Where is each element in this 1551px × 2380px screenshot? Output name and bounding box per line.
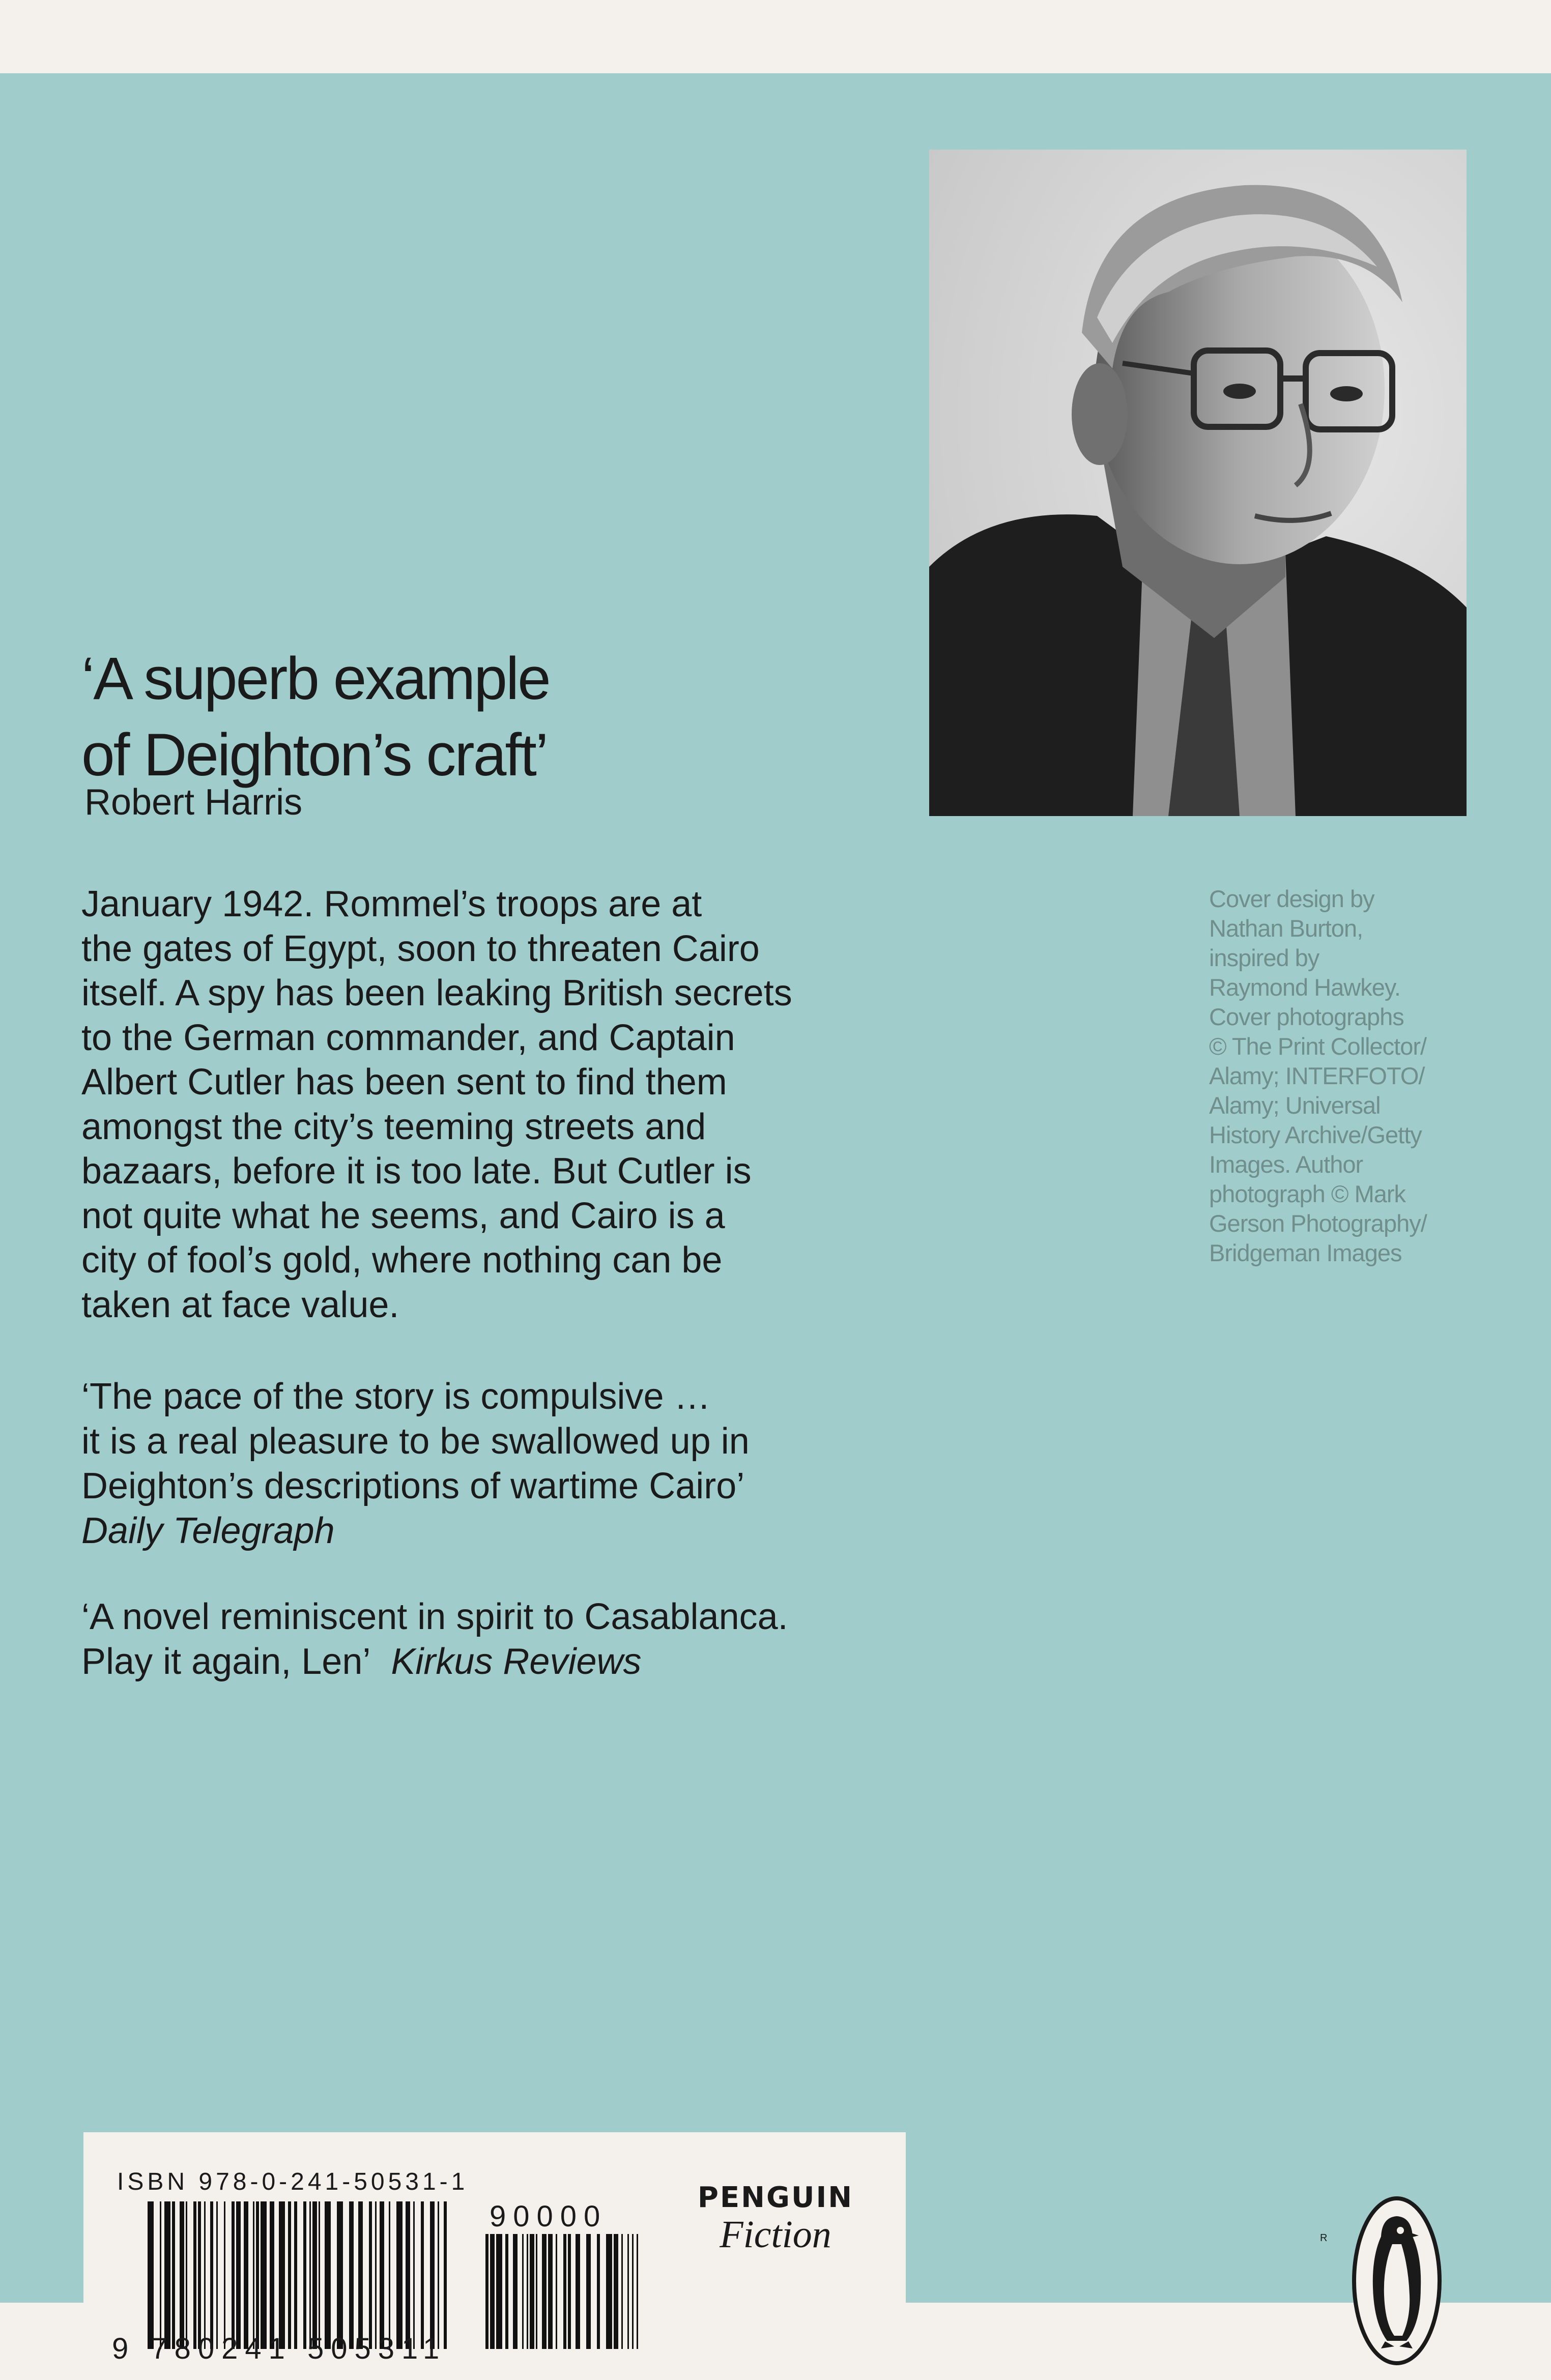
publisher-brand (689, 2181, 862, 2255)
blurb-line: bazaars, before it is too late. But Cutler is (81, 1151, 752, 1192)
headline-attribution: Robert Harris (84, 782, 303, 823)
price-addon-barcode (485, 2234, 638, 2349)
blurb-line: amongst the city’s teeming streets and (81, 1106, 706, 1147)
credits-line: Images. Author (1209, 1151, 1363, 1178)
barcode-bar (576, 2234, 580, 2349)
barcode-bar (288, 2201, 291, 2349)
barcode-bar (542, 2234, 547, 2349)
barcode-bar (148, 2201, 154, 2349)
barcode-bar (236, 2201, 241, 2349)
barcode-bar (279, 2201, 285, 2349)
quote-source: Kirkus Reviews (391, 1641, 642, 1682)
barcode-bar (485, 2234, 489, 2349)
credits-line: inspired by (1209, 944, 1319, 971)
barcode-bar (614, 2234, 618, 2349)
barcode-bar (204, 2201, 206, 2349)
barcode-bar (270, 2201, 274, 2349)
quote-line: ‘The pace of the story is compulsive … (81, 1376, 711, 1417)
barcode-bar (160, 2201, 161, 2349)
quote-line: it is a real pleasure to be swallowed up in (81, 1421, 750, 1462)
barcode-bar (406, 2201, 410, 2349)
credits-line: © The Print Collector/ (1209, 1033, 1427, 1060)
publisher-name: PENGUIN (697, 2181, 854, 2214)
barcode-bar (172, 2201, 175, 2349)
blurb-line: city of fool’s gold, where nothing can be (81, 1240, 723, 1281)
credits-line: Gerson Photography/ (1209, 1210, 1427, 1237)
barcode-digits: 9 780241 505311 (112, 2332, 447, 2365)
barcode-bar (597, 2234, 600, 2349)
credits-line: Alamy; Universal (1209, 1092, 1381, 1119)
blurb-line: taken at face value. (81, 1284, 399, 1325)
quote-line-with-source (81, 1639, 906, 1684)
quote-source: Daily Telegraph (81, 1511, 335, 1551)
barcode-bar (444, 2201, 447, 2349)
barcode-bar (349, 2201, 354, 2349)
barcode-bar (216, 2201, 218, 2349)
barcode-bar (294, 2201, 297, 2349)
barcode-bar (413, 2201, 415, 2349)
barcode-bar (261, 2201, 267, 2349)
barcode-bar (325, 2201, 331, 2349)
credits-line: Cover design by (1209, 885, 1374, 912)
barcode-bar (513, 2234, 518, 2349)
barcode-bar (232, 2201, 235, 2349)
isbn-barcode-panel (83, 2132, 906, 2379)
credits-line: Alamy; INTERFOTO/ (1209, 1062, 1425, 1089)
credits-line: Cover photographs (1209, 1003, 1404, 1030)
barcode-bar (505, 2234, 508, 2349)
barcode-bar (375, 2201, 377, 2349)
barcode-bar (164, 2201, 170, 2349)
quote-line: Play it again, Len’ (81, 1641, 371, 1682)
back-cover (0, 73, 1551, 2365)
cover-credits (1209, 884, 1514, 1268)
barcode-bar (244, 2201, 248, 2349)
barcode-bar (421, 2201, 424, 2349)
registered-mark: R (1320, 2232, 1328, 2244)
barcode-bar (556, 2234, 557, 2349)
headline-line: of Deighton’s craft’ (81, 721, 548, 789)
barcode-bar (548, 2234, 553, 2349)
headline-quote (81, 641, 819, 793)
credits-line: Nathan Burton, (1209, 915, 1363, 942)
barcode-bar (632, 2234, 634, 2349)
barcode-bar (319, 2201, 320, 2349)
barcode-bar (637, 2234, 638, 2349)
barcode-bar (337, 2201, 343, 2349)
isbn-label: ISBN 978-0-241-50531-1 (117, 2168, 469, 2195)
addon-digits: 90000 (490, 2200, 608, 2233)
author-photo (929, 150, 1467, 816)
barcode-bar (627, 2234, 629, 2349)
credits-line: Raymond Hawkey. (1209, 974, 1400, 1001)
barcode-bar (522, 2234, 524, 2349)
blurb-line: not quite what he seems, and Cairo is a (81, 1195, 725, 1236)
barcode-bar (309, 2201, 311, 2349)
barcode-bar (586, 2234, 591, 2349)
quote-line: ‘A novel reminiscent in spirit to Casablanca. (81, 1597, 788, 1637)
barcode-bar (210, 2201, 213, 2349)
barcode-bar (193, 2201, 196, 2349)
barcode-bar (396, 2201, 403, 2349)
barcode-bar (430, 2201, 435, 2349)
barcode-bar (312, 2201, 317, 2349)
barcode-bar (490, 2234, 495, 2349)
barcode-bar (530, 2234, 534, 2349)
barcode-bar (389, 2201, 390, 2349)
barcode-bar (256, 2201, 259, 2349)
barcode-bar (369, 2201, 372, 2349)
barcode-bar (621, 2234, 623, 2349)
blurb-paragraph (81, 882, 906, 1327)
blurb-line: to the German commander, and Captain (81, 1017, 735, 1058)
barcode-bar (496, 2234, 502, 2349)
review-quote-telegraph (81, 1374, 906, 1553)
barcode-bar (563, 2234, 566, 2349)
review-quote-kirkus (81, 1594, 906, 1684)
credits-line: History Archive/Getty (1209, 1121, 1422, 1148)
barcode-bar (358, 2201, 363, 2349)
blurb-line: itself. A spy has been leaking British secrets (81, 973, 792, 1013)
credits-line: photograph © Mark (1209, 1180, 1406, 1207)
quote-line: Deighton’s descriptions of wartime Cairo’ (81, 1466, 745, 1506)
barcode-bar (186, 2201, 187, 2349)
blurb-line: Albert Cutler has been sent to find them (81, 1062, 727, 1102)
barcode-bar (198, 2201, 201, 2349)
penguin-logo-icon (1352, 2196, 1442, 2366)
isbn-barcode (148, 2201, 447, 2349)
headline-line: ‘A superb example (81, 645, 550, 712)
blurb-line: the gates of Egypt, soon to threaten Cairo (81, 928, 760, 969)
barcode-bar (224, 2201, 225, 2349)
barcode-bar (380, 2201, 384, 2349)
barcode-bar (606, 2234, 612, 2349)
imprint-line: Fiction (720, 2213, 831, 2256)
barcode-bar (527, 2234, 528, 2349)
barcode-bar (568, 2234, 571, 2349)
barcode-bar (180, 2201, 184, 2349)
credits-line: Bridgeman Images (1209, 1239, 1402, 1266)
blurb-line: January 1942. Rommel’s troops are at (81, 884, 702, 924)
barcode-bar (253, 2201, 254, 2349)
barcode-bar (536, 2234, 537, 2349)
barcode-bar (303, 2201, 306, 2349)
barcode-bar (438, 2201, 439, 2349)
